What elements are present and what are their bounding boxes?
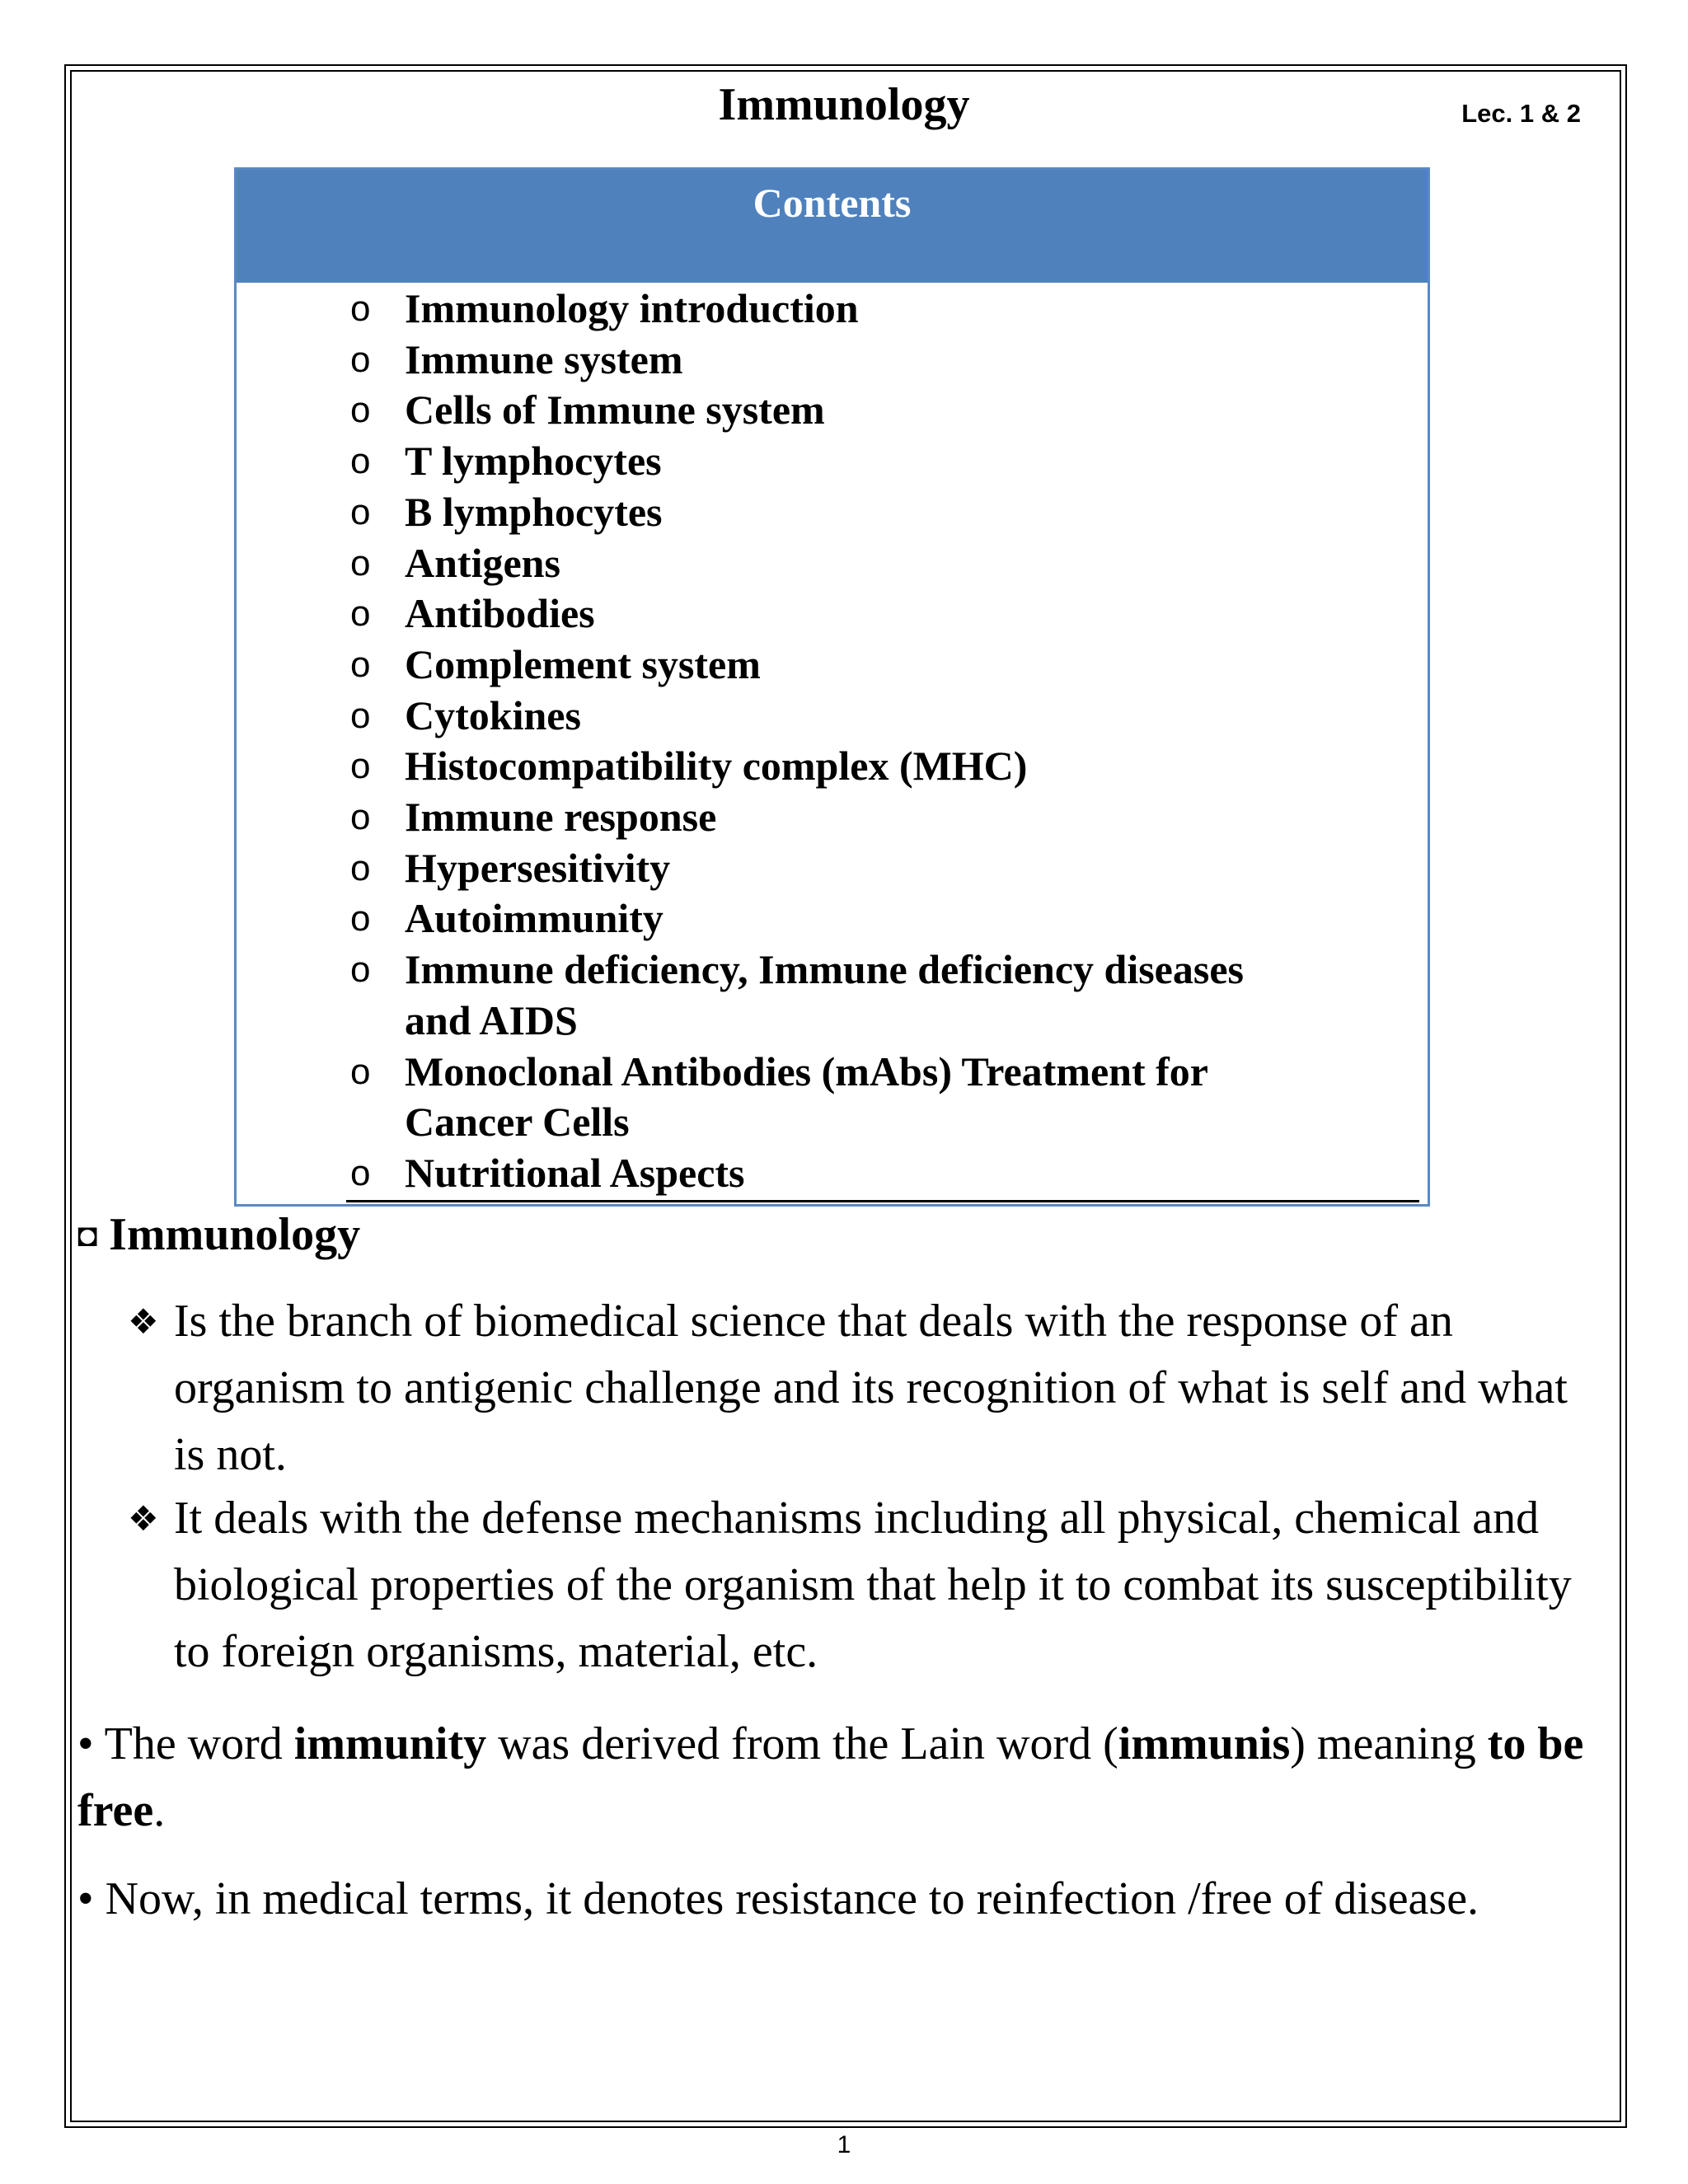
etymology-text: The word bbox=[104, 1718, 294, 1769]
section-heading bbox=[77, 1205, 360, 1265]
hollow-bullet-icon: o bbox=[350, 847, 371, 888]
diamond-bullet-icon: ❖ bbox=[128, 1498, 159, 1539]
contents-item-label: Cytokines bbox=[405, 691, 581, 738]
etymology-text: . bbox=[153, 1785, 166, 1836]
etymology-note bbox=[77, 1711, 1619, 1844]
contents-item bbox=[350, 741, 1306, 792]
hollow-bullet-icon: o bbox=[350, 491, 371, 532]
contents-item-label: T lymphocytes bbox=[405, 438, 662, 485]
contents-item-label: Complement system bbox=[405, 640, 761, 687]
contents-item bbox=[350, 436, 1306, 487]
etymology-text: ) meaning bbox=[1290, 1718, 1488, 1769]
contents-divider bbox=[346, 1200, 1419, 1202]
page-number: 1 bbox=[837, 2131, 851, 2158]
etymology-text: was derived from the Lain word ( bbox=[486, 1718, 1118, 1769]
definition-point bbox=[128, 1288, 1591, 1488]
hollow-bullet-icon: o bbox=[350, 1051, 371, 1092]
definition-point-text: Is the branch of biomedical science that deals with the response of an organism to antigenic challenge and its recognition of what is self and what is not. bbox=[174, 1296, 1568, 1480]
contents-item bbox=[350, 1148, 1306, 1199]
section-heading-text: Immunology bbox=[109, 1209, 361, 1260]
contents-item bbox=[350, 538, 1306, 589]
hollow-bullet-icon: o bbox=[350, 644, 371, 685]
contents-item bbox=[350, 691, 1306, 742]
contents-item-label: Immune response bbox=[405, 794, 717, 841]
contents-list bbox=[350, 284, 1306, 1199]
hollow-bullet-icon: o bbox=[350, 746, 371, 787]
lecture-label: Lec. 1 & 2 bbox=[1461, 99, 1581, 128]
contents-header bbox=[237, 170, 1428, 283]
contents-item bbox=[350, 1047, 1306, 1148]
contents-item-label: Hypersesitivity bbox=[405, 844, 671, 891]
contents-title: Contents bbox=[753, 180, 912, 226]
contents-box bbox=[234, 167, 1430, 1207]
contents-item bbox=[350, 284, 1306, 335]
contents-item-label: Immunology introduction bbox=[405, 285, 859, 331]
medical-note bbox=[77, 1866, 1619, 1933]
hollow-bullet-icon: o bbox=[350, 288, 371, 329]
medical-note-text: Now, in medical terms, it denotes resistance to reinfection /free of disease. bbox=[105, 1873, 1479, 1924]
contents-item bbox=[350, 588, 1306, 640]
bullet-icon: • bbox=[77, 1873, 94, 1924]
hollow-bullet-icon: o bbox=[350, 949, 371, 991]
definition-point bbox=[128, 1485, 1591, 1685]
hollow-bullet-icon: o bbox=[350, 390, 371, 431]
hollow-bullet-icon: o bbox=[350, 797, 371, 838]
hollow-bullet-icon: o bbox=[350, 898, 371, 940]
contents-item-label: Immune deficiency, Immune deficiency diseases and AIDS bbox=[405, 946, 1244, 1043]
hollow-bullet-icon: o bbox=[350, 339, 371, 380]
contents-item-label: Antigens bbox=[405, 539, 560, 586]
contents-item-label: B lymphocytes bbox=[405, 488, 663, 535]
contents-item-label: Monoclonal Antibodies (mAbs) Treatment for Cancer Cells bbox=[405, 1047, 1208, 1146]
etymology-term: to be free bbox=[77, 1718, 1584, 1836]
contents-item-label: Autoimmunity bbox=[405, 895, 663, 942]
hollow-bullet-icon: o bbox=[350, 542, 371, 583]
contents-item bbox=[350, 792, 1306, 843]
diamond-bullet-icon: ❖ bbox=[128, 1301, 159, 1342]
hollow-bullet-icon: o bbox=[350, 695, 371, 736]
contents-item bbox=[350, 385, 1306, 436]
etymology-term: immunis bbox=[1118, 1718, 1291, 1769]
hollow-bullet-icon: o bbox=[350, 1152, 371, 1193]
document-title: Immunology bbox=[718, 79, 970, 130]
contents-item bbox=[350, 893, 1306, 944]
hollow-bullet-icon: o bbox=[350, 593, 371, 635]
square-bullet-icon: ◘ bbox=[77, 1216, 98, 1254]
contents-item bbox=[350, 335, 1306, 386]
hollow-bullet-icon: o bbox=[350, 441, 371, 482]
contents-item-label: Immune system bbox=[405, 335, 683, 382]
etymology-term: immunity bbox=[293, 1718, 487, 1769]
contents-item-label: Antibodies bbox=[405, 590, 595, 637]
contents-item bbox=[350, 843, 1306, 894]
contents-item bbox=[350, 487, 1306, 538]
definition-point-text: It deals with the defense mechanisms including all physical, chemical and biological properties of the organism that help it to combat its susceptibility to foreign organisms, material, etc. bbox=[174, 1493, 1572, 1677]
contents-item bbox=[350, 640, 1306, 691]
contents-item-label: Nutritional Aspects bbox=[405, 1149, 745, 1196]
bullet-icon: • bbox=[77, 1718, 94, 1769]
contents-item-label: Cells of Immune system bbox=[405, 387, 825, 434]
contents-item-label: Histocompatibility complex (MHC) bbox=[405, 743, 1028, 790]
contents-item bbox=[350, 944, 1306, 1046]
